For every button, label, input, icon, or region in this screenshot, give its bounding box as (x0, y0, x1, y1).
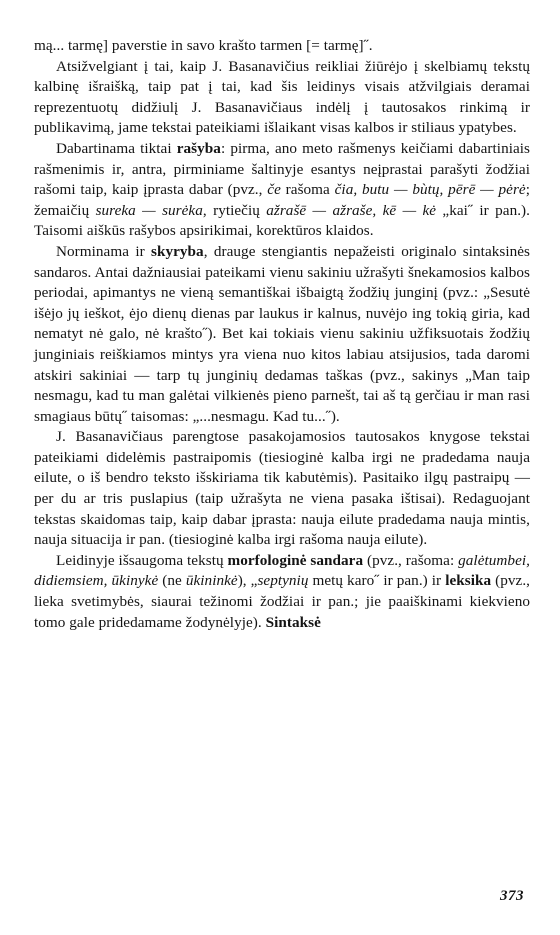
italic-example: ūkininkė (185, 572, 238, 590)
text-run: J. Basanavičiaus parengtose pasakojamosios tautosakos knygose tekstai pateikiami didelėmis pastraipomis (tiesioginė kalba irgi ne pradedama nauja eilute, o iš bendro teksto išskiriama tik kabutėmis). Pasitaiko ilgų pastraipų — per du ar tris puslapius (taip užrašyta ne viena pasaka ištisai). Redaguojant tekstas skaidomas taip, kaip dabar įprasta: nauja eilute pradedama nauja mintis, nauja situacija ir pan. (tiesioginė kalba irgi rašoma nauja eilute). (34, 428, 530, 549)
paragraph-4 (34, 242, 530, 427)
italic-example: ažrašē — ažraše, kē — kė (266, 201, 437, 219)
text-run: Norminama ir (56, 242, 152, 260)
paragraph-1 (34, 36, 530, 57)
italic-example: čia, butu — bùtų, pērē — pėrė (334, 181, 526, 199)
italic-example: septynių (257, 572, 309, 590)
text-run: rašoma (280, 181, 335, 199)
text-run: „kai˝ ir pan.). Taisomi aiškūs rašybos apsirikimai, korektūros klaidos. (34, 201, 531, 240)
text-run: : pirma, ano meto rašmenys keičiami dabartiniais rašmenimis ir, antra, pirminiame šaltinyje esantys neįprastai parašyti žodžiai rašomi taip, kaip įprasta dabar (pvz., (34, 139, 531, 199)
paragraph-6 (34, 551, 530, 633)
paragraph-2 (34, 57, 530, 139)
bold-term: Sintaksė (265, 613, 321, 631)
text-run: ), „ (237, 572, 258, 590)
bold-term: rašyba (176, 139, 221, 157)
paragraph-5 (34, 427, 530, 551)
text-run: Dabartinama tiktai (56, 139, 177, 157)
italic-example: sureka — surėka (95, 201, 203, 219)
text-run: ; žemaičių (34, 181, 530, 219)
text-run: (pvz., lieka svetimybės, siaurai težinomi žodžiai ir pan.; jie paaiškinami kiekvieno tomo gale pridedamame žodynėlyje). (34, 572, 531, 631)
italic-example: če (267, 181, 281, 199)
text-run: Atsižvelgiant į tai, kaip J. Basanavičius reikliai žiūrėjo į skelbiamų tekstų kalbinę išraišką, taip pat į tai, kad šis leidinys visais atžvilgiais deramai reprezentuotų didžiulį J. Basanavičiaus indėlį į tautosakos rinkimą ir publikavimą, jame tekstai pateikiami išlaikant visas kalbos ir stiliaus ypatybes. (34, 57, 530, 137)
italic-example: galėtumbei, didiemsiem, ūkinykė (34, 551, 530, 590)
bold-term: skyryba (151, 242, 204, 260)
bold-term: leksika (445, 572, 492, 590)
text-run: (pvz., rašoma: (363, 551, 459, 569)
text-run: Leidinyje išsaugoma tekstų (56, 551, 228, 569)
text-run: (ne (158, 572, 186, 590)
paragraph-3 (34, 139, 530, 242)
bold-term: morfologinė sandara (227, 551, 364, 569)
text-run: , rytiečių (202, 201, 267, 219)
text-run: mą... tarmę] paverstie in savo krašto tarmen [= tarmę]˝. (34, 37, 373, 54)
text-run: , drauge stengiantis nepažeisti originalo sintaksinės sandaros. Antai dažniausiai pateikami vienu sakiniu užrašyti šnekamosios kalbos periodai, apimantys ne vieną semantiškai išbaigtą žodžių junginį (pvz.: „Sesutė išėjo jų ieškot, ėjo dienų dienas par laukus ir kalnus, nuvėjo ing tokią giria, kad nematyt nė galo, nė krašto˝). Bet kai tokiais vienu sakiniu užfiksuotais žodžių junginiais reiškiamos mintys yra viena nuo kitos labiau atsijusios, tada daromi atskiri sakiniai — tarp tų junginių dedamas taškas (pvz., sakinys „Man taip nesmagu, kad tu man galėtai vilkienės pieno parnešt, tai aš tą gerčiau ir man rasi smagiaus būtų˝ taisomas: „...nesmagu. Kad tu...˝). (34, 242, 530, 425)
text-run: metų karo˝ ir pan.) ir (308, 572, 446, 590)
page-body-text (34, 36, 530, 633)
page-number: 373 (500, 888, 524, 904)
